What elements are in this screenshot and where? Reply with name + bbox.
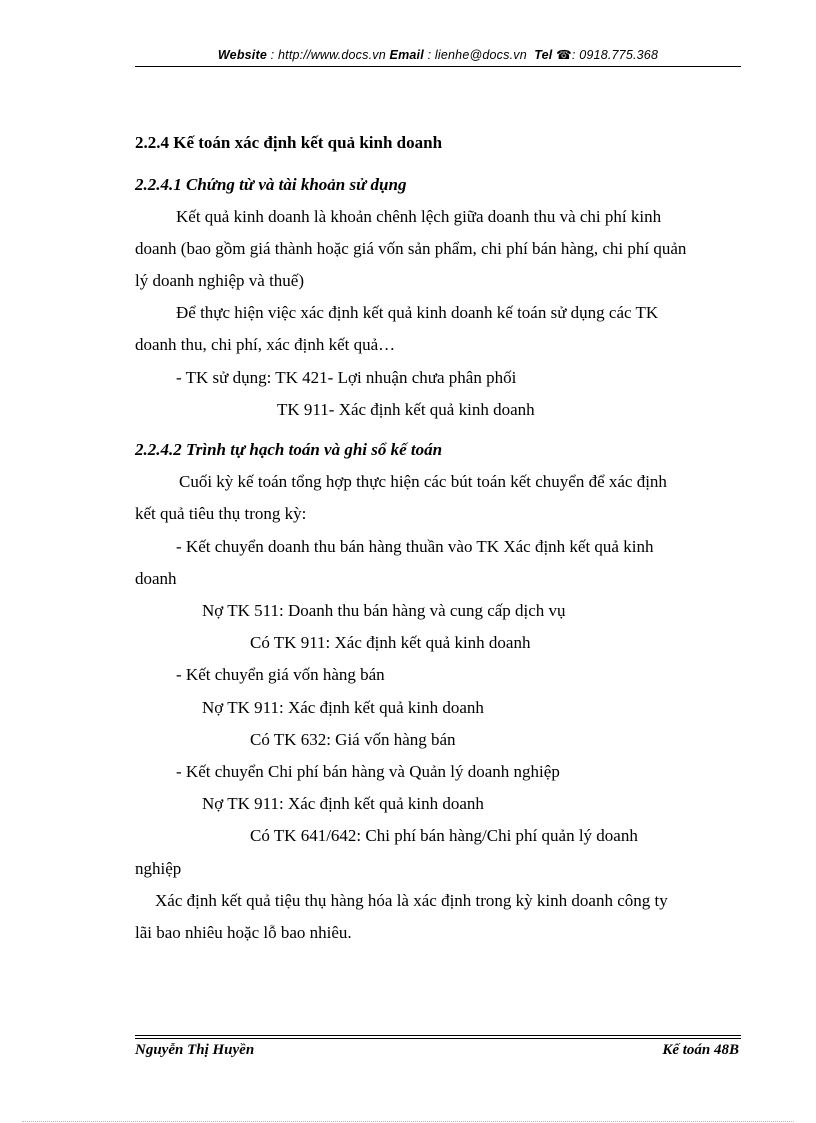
debit-entry: Nợ TK 911: Xác định kết quả kinh doanh — [202, 794, 484, 813]
paragraph-line: doanh (bao gồm giá thành hoặc giá vốn sản phẩm, chi phí bán hàng, chi phí quản — [135, 239, 687, 258]
page-header — [135, 47, 741, 62]
bullet-line: - Kết chuyển giá vốn hàng bán — [176, 665, 385, 684]
footer-author: Nguyễn Thị Huyền — [135, 1042, 255, 1058]
paragraph-line: lãi bao nhiêu hoặc lỗ bao nhiêu. — [135, 923, 352, 942]
page-edge — [22, 1121, 794, 1122]
phone-icon: ☎ — [556, 48, 572, 62]
footer-divider — [135, 1035, 741, 1036]
credit-entry: Có TK 911: Xác định kết quả kinh doanh — [250, 633, 531, 652]
credit-entry: Có TK 632: Giá vốn hàng bán — [250, 730, 456, 749]
paragraph-line: nghiệp — [135, 859, 182, 878]
email-sep: : — [423, 48, 435, 62]
account-line: TK 911- Xác định kết quả kinh doanh — [277, 400, 535, 419]
paragraph-line: Cuối kỳ kế toán tổng hợp thực hiện các bút toán kết chuyển để xác định — [179, 472, 667, 491]
bullet-line: - Kết chuyển doanh thu bán hàng thuần vào TK Xác định kết quả kinh — [176, 537, 654, 556]
paragraph-line: Kết quả kinh doanh là khoản chênh lệch giữa doanh thu và chi phí kinh — [176, 207, 662, 226]
email-link[interactable]: lienhe@docs.vn — [434, 48, 527, 62]
debit-entry: Nợ TK 911: Xác định kết quả kinh doanh — [202, 698, 484, 717]
paragraph-line: doanh thu, chi phí, xác định kết quả… — [135, 335, 396, 354]
website-label: Website — [217, 48, 267, 62]
credit-entry: Có TK 641/642: Chi phí bán hàng/Chi phí quản lý doanh — [250, 826, 638, 845]
email-label: Email — [389, 48, 424, 62]
footer-class: Kế toán 48B — [662, 1042, 739, 1058]
debit-entry: Nợ TK 511: Doanh thu bán hàng và cung cấp dịch vụ — [202, 601, 566, 620]
subsection-title-1: 2.2.4.1 Chứng từ và tài khoản sử dụng — [135, 175, 407, 194]
account-line: - TK sử dụng: TK 421- Lợi nhuận chưa phân phối — [176, 368, 517, 387]
paragraph-line: kết quả tiêu thụ trong kỳ: — [135, 504, 307, 523]
paragraph-line: lý doanh nghiệp và thuế) — [135, 271, 305, 290]
website-link[interactable]: http://www.docs.vn — [278, 48, 386, 62]
tel-label: Tel — [534, 48, 553, 62]
section-title: 2.2.4 Kế toán xác định kết quả kinh doanh — [135, 133, 443, 152]
paragraph-line: doanh — [135, 569, 177, 588]
bullet-line: - Kết chuyển Chi phí bán hàng và Quản lý doanh nghiệp — [176, 762, 560, 781]
footer-divider — [135, 1038, 741, 1039]
header-divider — [135, 66, 741, 67]
tel-value: : 0918.775.368 — [571, 48, 659, 62]
website-sep: : — [267, 48, 279, 62]
paragraph-line: Xác định kết quả tiệu thụ hàng hóa là xác định trong kỳ kinh doanh công ty — [155, 891, 668, 910]
paragraph-line: Để thực hiện việc xác định kết quả kinh doanh kế toán sử dụng các TK — [176, 303, 659, 322]
subsection-title-2: 2.2.4.2 Trình tự hạch toán và ghi sổ kế toán — [135, 440, 443, 459]
